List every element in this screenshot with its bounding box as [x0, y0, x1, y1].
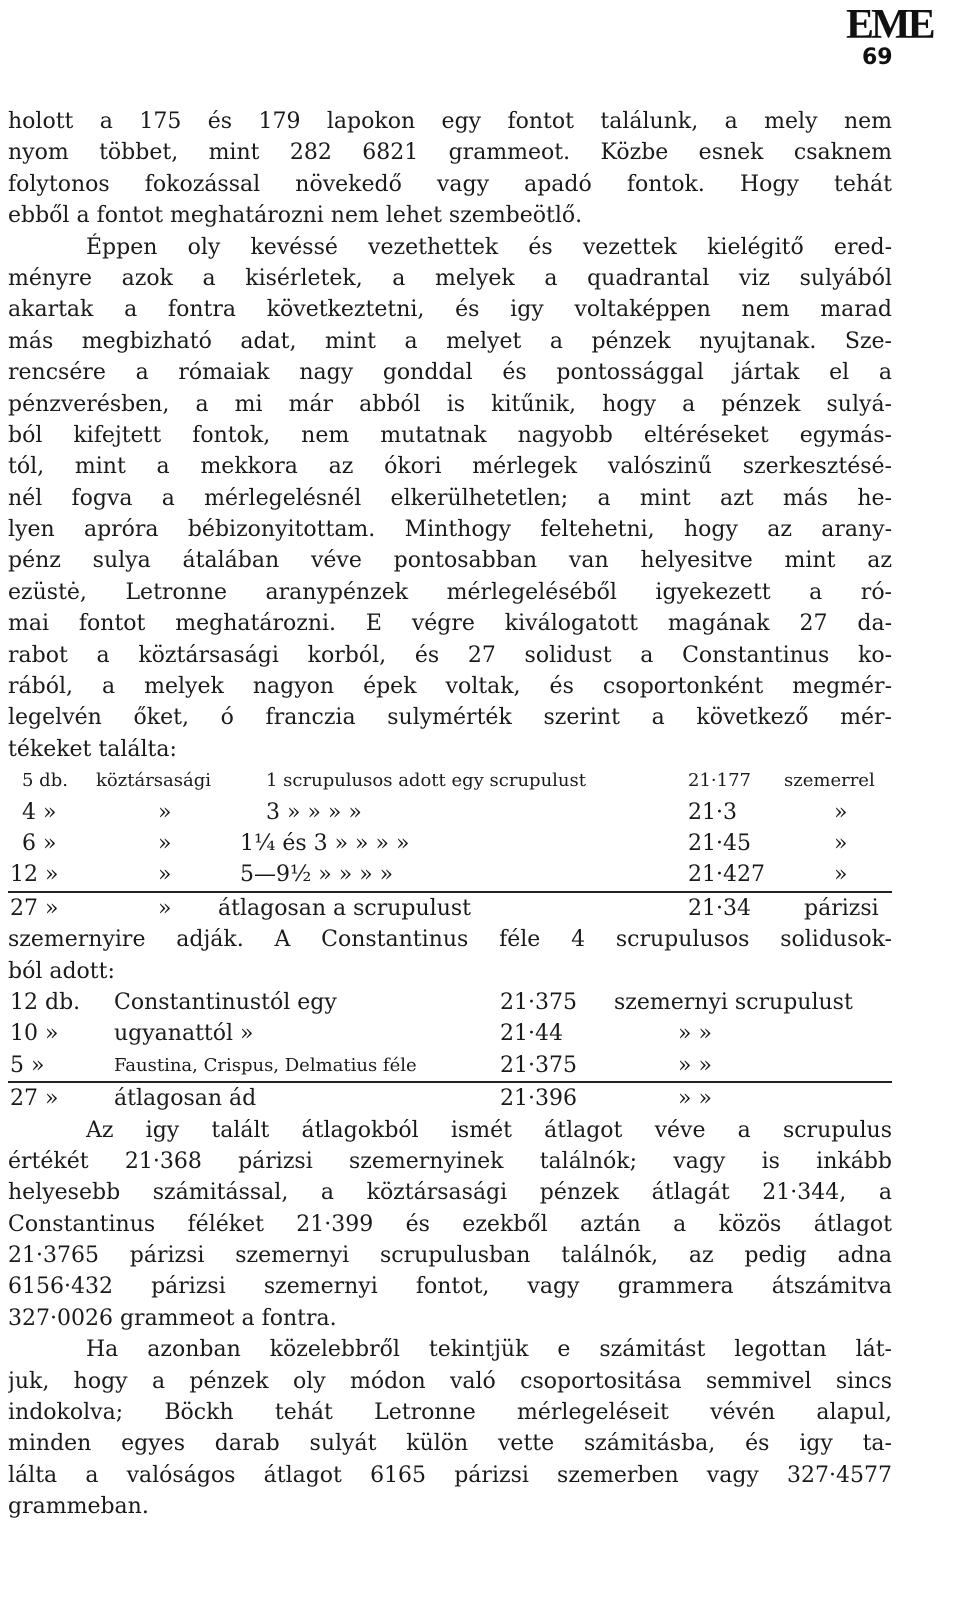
- text-line: akartak a fontra következtetni, és igy voltaképpen nem marad: [8, 297, 892, 323]
- table-cell: 6 »: [22, 830, 57, 856]
- table-total-row: [8, 1083, 892, 1114]
- page-number: 69: [862, 45, 893, 70]
- table-cell: » »: [678, 1021, 712, 1047]
- table-cell: 27 »: [10, 1086, 59, 1112]
- table-cell: 21·177: [688, 770, 751, 792]
- table-cell: 1 scrupulusos adott egy scrupulust: [266, 770, 586, 792]
- text-line: rából, a melyek nagyon épek voltak, és csoportonként megmér-: [8, 674, 892, 700]
- text-line: 327·0026 grammeot a fontra.: [8, 1305, 337, 1331]
- table-row: [8, 765, 892, 796]
- text-line: nél fogva a mérlegelésnél elkerülhetetlen; a mint azt más he-: [8, 485, 892, 511]
- text-line: Az igy talált átlagokból ismét átlagot véve a scrupulus: [86, 1117, 892, 1143]
- text-line: 6156·432 párizsi szemernyi fontot, vagy grammera átszámitva: [8, 1274, 892, 1300]
- text-line: ebből a fontot meghatározni nem lehet szembeötlő.: [8, 203, 583, 229]
- text-line: tékeket találta:: [8, 736, 177, 762]
- table-cell: 5 db.: [22, 770, 68, 792]
- text-line: mai fontot meghatározni. E végre kiválogatott magának 27 da-: [8, 611, 892, 637]
- table-cell: szemernyi scrupulust: [614, 989, 853, 1015]
- table-cell: átlagosan ád: [114, 1086, 257, 1112]
- text-line: grammeban.: [8, 1494, 149, 1520]
- table-cell: »: [158, 895, 172, 921]
- text-line: nyom többet, mint 282 6821 grammeot. Közbe esnek csaknem: [8, 140, 892, 166]
- table-cell: 21·375: [500, 989, 577, 1015]
- table-cell: 21·45: [688, 830, 751, 856]
- text-line: ból adott:: [8, 958, 115, 984]
- table-cell: 21·396: [500, 1086, 577, 1112]
- text-line: pénzverésben, a mi már abból is kitűnik, hogy a pénzek sulyá-: [8, 391, 892, 417]
- table-row: [8, 828, 892, 859]
- table-cell: Faustina, Crispus, Delmatius féle: [114, 1054, 417, 1076]
- text-line: ezüstė, Letronne aranypénzek mérlegeléséből igyekezett a ró-: [8, 579, 892, 605]
- text-line: helyesebb számitással, a köztársasági pénzek átlagát 21·344, a: [8, 1180, 892, 1206]
- text-line: minden egyes darab sulyát külön vette számitásba, és igy ta-: [8, 1431, 892, 1457]
- table-cell: 12 »: [10, 862, 59, 888]
- text-line: 21·3765 párizsi szemernyi scrupulusban találnók, az pedig adna: [8, 1243, 892, 1269]
- table-cell: 21·3: [688, 799, 737, 825]
- table-cell: szemerrel: [784, 770, 875, 792]
- text-line: tól, mint a mekkora az ókori mérlegek valószinű szerkesztésé-: [8, 454, 892, 480]
- text-line: Éppen oly kevéssé vezethettek és vezettek kielégitő ered-: [86, 234, 892, 260]
- table-cell: 5 »: [10, 1052, 45, 1078]
- table-cell: 21·34: [688, 895, 751, 921]
- text-line: rencsére a rómaiak nagy gonddal és pontossággal jártak el a: [8, 360, 892, 386]
- text-line: indokolva; Böckh tehát Letronne mérlegeléseit vévén alapul,: [8, 1400, 892, 1426]
- text-line: más megbizható adat, mint a melyet a pénzek nyujtanak. Sze-: [8, 328, 892, 354]
- table-cell: párizsi: [804, 895, 879, 921]
- table-cell: »: [834, 862, 848, 888]
- table-total-row: [8, 893, 892, 924]
- text-line: juk, hogy a pénzek oly módon való csoportositása semmivel sincs: [8, 1368, 892, 1394]
- text-line: holott a 175 és 179 lapokon egy fontot találunk, a mely nem: [8, 109, 892, 134]
- table-row: [8, 1050, 892, 1081]
- table-cell: 12 db.: [10, 989, 81, 1015]
- table-cell: 21·44: [500, 1021, 563, 1047]
- table-cell: »: [834, 830, 848, 856]
- table-row: [8, 859, 892, 890]
- table-cell: »: [158, 862, 172, 888]
- text-line: ból kifejtett fontok, nem mutatnak nagyobb eltéréseket egymás-: [8, 422, 892, 448]
- table-row: [8, 797, 892, 828]
- table-row: [8, 1018, 892, 1049]
- text-line: szemernyire adják. A Constantinus féle 4 scrupulusos solidusok-: [8, 927, 892, 953]
- text-line: pénz sulya átalában véve pontosabban van helyesitve mint az: [8, 548, 892, 574]
- text-line: ményre azok a kisérletek, a melyek a quadrantal viz sulyából: [8, 265, 892, 291]
- text-line: Constantinus féléket 21·399 és ezekből aztán a közös átlagot: [8, 1211, 892, 1237]
- text-line: lyen apróra bébizonyitottam. Minthogy feltehetni, hogy az arany-: [8, 517, 892, 543]
- text-line: folytonos fokozással növekedő vagy apadó fontok. Hogy tehát: [8, 171, 892, 197]
- table-cell: 1¼ és 3 » » » »: [240, 830, 410, 856]
- text-line: lálta a valóságos átlagot 6165 párizsi szemerben vagy 327·4577: [8, 1462, 892, 1488]
- table-cell: 27 »: [10, 895, 59, 921]
- table-row: [8, 987, 892, 1018]
- table-cell: átlagosan a scrupulust: [218, 895, 471, 921]
- table-cell: »: [158, 799, 172, 825]
- page-body: [8, 106, 892, 1523]
- table-cell: 21·427: [688, 862, 765, 888]
- table-cell: 10 »: [10, 1021, 59, 1047]
- table-cell: » »: [678, 1086, 712, 1112]
- table-cell: 5—9½ » » » »: [240, 862, 394, 888]
- table-cell: köztársasági: [96, 770, 212, 792]
- table-cell: 4 »: [22, 799, 57, 825]
- text-line: Ha azonban közelebbről tekintjük e számitást legottan lát-: [86, 1337, 892, 1363]
- table-cell: 21·375: [500, 1052, 577, 1078]
- table-cell: »: [834, 799, 848, 825]
- table-cell: » »: [678, 1052, 712, 1078]
- table-cell: ugyanattól »: [114, 1021, 254, 1047]
- table-cell: »: [158, 830, 172, 856]
- text-line: értékét 21·368 párizsi szemernyinek találnók; vagy is inkább: [8, 1148, 892, 1174]
- text-line: legelvén őket, ó franczia sulymérték szerint a következő mér-: [8, 705, 892, 731]
- text-line: rabot a köztársasági korból, és 27 solidust a Constantinus ko-: [8, 642, 892, 668]
- table-cell: 3 » » » »: [266, 799, 362, 825]
- eme-logo: EME: [846, 2, 933, 48]
- table-cell: Constantinustól egy: [114, 989, 337, 1015]
